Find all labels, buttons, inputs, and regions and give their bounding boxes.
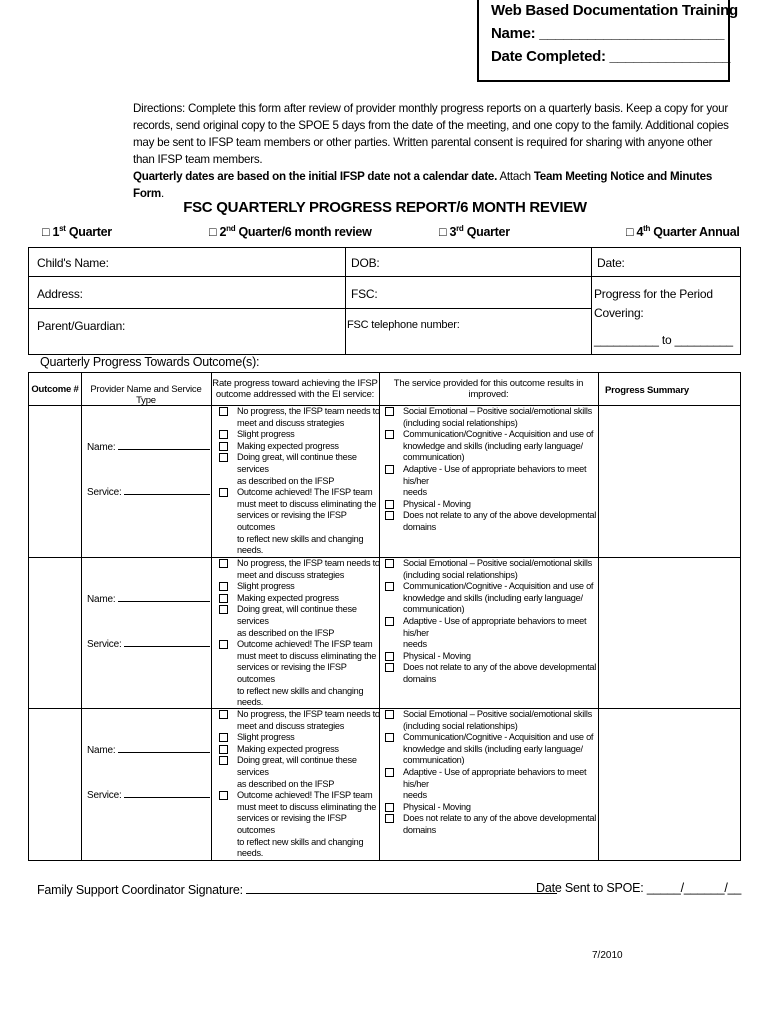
header-progress-summary: Progress Summary	[605, 385, 689, 396]
date-field[interactable]: Date:	[597, 256, 625, 270]
service-option[interactable]: Physical - Moving	[385, 651, 600, 663]
rate-option[interactable]: Slight progress	[219, 429, 384, 441]
header-service-improved: The service provided for this outcome results in improved:	[393, 378, 584, 400]
checkbox[interactable]	[219, 733, 228, 742]
checkbox[interactable]	[219, 559, 228, 568]
checkbox[interactable]	[385, 814, 394, 823]
quarter-1-checkbox[interactable]: □ 1st Quarter	[42, 224, 112, 240]
rate-progress-options	[219, 709, 384, 860]
checkbox[interactable]	[219, 407, 228, 416]
checkbox[interactable]	[219, 791, 228, 800]
service-option[interactable]: Physical - Moving	[385, 802, 600, 814]
progress-period-label: Progress for the Period	[594, 287, 713, 301]
checkbox[interactable]	[385, 652, 394, 661]
fsc-field[interactable]: FSC:	[351, 287, 378, 301]
rate-option[interactable]: Outcome achieved! The IFSP team must meet to discuss eliminating the services or revising the IFSP outcomes to reflect new skills and changing needs.	[219, 790, 384, 860]
checkbox[interactable]	[385, 663, 394, 672]
dob-field[interactable]: DOB:	[351, 256, 380, 270]
checkbox[interactable]	[385, 803, 394, 812]
service-option[interactable]: Adaptive - Use of appropriate behaviors to meet his/her needs	[385, 464, 600, 499]
quarter-4-checkbox[interactable]: □ 4th Quarter Annual	[626, 224, 740, 240]
provider-service-field[interactable]: Service:	[87, 485, 210, 498]
checkbox[interactable]	[219, 430, 228, 439]
rate-option[interactable]: Making expected progress	[219, 593, 384, 605]
directions-paragraph: Directions: Complete this form after review of provider monthly progress reports on a quarterly basis. Keep a copy for your records, send original copy to the SPOE 5 days from the date of the meeting, and one copy to the family. Additional copies may be sent to IFSP team members or other parties. Written parental consent is required for sharing with anyone other than IFSP team members. Quarterly dates are based on the initial IFSP date not a calendar date. Attach Team Meeting Notice and Minutes Form.	[133, 102, 729, 200]
provider-service-field[interactable]: Service:	[87, 637, 210, 650]
date-completed-field[interactable]: Date Completed: _______________	[491, 48, 731, 65]
header-rate-progress: Rate progress toward achieving the IFSP outcome addressed with the EI service:	[212, 378, 378, 400]
header-provider: Provider Name and Service Type	[90, 384, 202, 406]
trainee-name-field[interactable]: Name: _______________________	[491, 25, 725, 42]
attachment-note: Team Meeting Notice and Minutes Form	[133, 170, 713, 200]
directions-text: Directions: Complete this form after review of provider monthly progress reports on a quarterly basis. Keep a copy for your records, send original copy to the SPOE 5 days from the date of the meeting, and one copy to the family. Additional copies may be sent to IFSP team members or other parties. Written parental consent is required for sharing with anyone other than IFSP team members.	[133, 102, 729, 166]
rate-progress-options	[219, 558, 384, 709]
checkbox[interactable]	[385, 500, 394, 509]
form-title: FSC QUARTERLY PROGRESS REPORT/6 MONTH REVIEW	[183, 199, 587, 216]
rate-option[interactable]: Outcome achieved! The IFSP team must meet to discuss eliminating the services or revising the IFSP outcomes to reflect new skills and changing needs.	[219, 487, 384, 557]
rate-option[interactable]: Doing great, will continue these services as described on the IFSP	[219, 755, 384, 790]
service-option[interactable]: Communication/Cognitive - Acquisition and use of knowledge and skills (including early language/ communication)	[385, 581, 600, 616]
service-option[interactable]: Does not relate to any of the above developmental domains	[385, 813, 600, 836]
quarter-3-checkbox[interactable]: □ 3rd Quarter	[439, 224, 510, 240]
checkbox[interactable]	[219, 710, 228, 719]
checkbox[interactable]	[385, 710, 394, 719]
checkbox[interactable]	[219, 605, 228, 614]
provider-name-field[interactable]: Name:	[87, 592, 210, 605]
checkbox[interactable]	[219, 488, 228, 497]
provider-name-field[interactable]: Name:	[87, 743, 210, 756]
progress-period-range-field[interactable]: __________ to _________	[594, 333, 733, 347]
checkbox[interactable]	[385, 733, 394, 742]
rate-option[interactable]: Making expected progress	[219, 441, 384, 453]
rate-option[interactable]: Slight progress	[219, 732, 384, 744]
service-option[interactable]: Does not relate to any of the above developmental domains	[385, 510, 600, 533]
checkbox[interactable]	[385, 465, 394, 474]
training-title: Web Based Documentation Training	[491, 2, 738, 19]
date-sent-spoe-field[interactable]: Date Sent to SPOE: _____/______/__	[536, 881, 742, 895]
service-improved-options	[385, 406, 600, 534]
child-info-table	[28, 247, 741, 355]
checkbox[interactable]	[219, 582, 228, 591]
rate-option[interactable]: Doing great, will continue these services as described on the IFSP	[219, 604, 384, 639]
rate-option[interactable]: No progress, the IFSP team needs to meet and discuss strategies	[219, 558, 384, 581]
service-improved-options	[385, 709, 600, 837]
service-option[interactable]: Adaptive - Use of appropriate behaviors to meet his/her needs	[385, 616, 600, 651]
checkbox[interactable]	[219, 594, 228, 603]
fsc-signature-field[interactable]: Family Support Coordinator Signature:	[37, 881, 557, 897]
form-version: 7/2010	[592, 950, 623, 961]
parent-guardian-field[interactable]: Parent/Guardian:	[37, 319, 126, 333]
checkbox[interactable]	[219, 442, 228, 451]
provider-name-field[interactable]: Name:	[87, 440, 210, 453]
rate-progress-options	[219, 406, 384, 557]
child-name-field[interactable]: Child's Name:	[37, 256, 109, 270]
quarterly-dates-note: Quarterly dates are based on the initial IFSP date not a calendar date.	[133, 170, 498, 183]
checkbox[interactable]	[385, 559, 394, 568]
rate-option[interactable]: No progress, the IFSP team needs to meet and discuss strategies	[219, 406, 384, 429]
checkbox[interactable]	[219, 756, 228, 765]
checkbox[interactable]	[385, 430, 394, 439]
training-header-box	[477, 0, 738, 82]
checkbox[interactable]	[385, 768, 394, 777]
rate-option[interactable]: Outcome achieved! The IFSP team must meet to discuss eliminating the services or revising the IFSP outcomes to reflect new skills and changing needs.	[219, 639, 384, 709]
provider-service-field[interactable]: Service:	[87, 788, 210, 801]
outcomes-section-label: Quarterly Progress Towards Outcome(s):	[40, 355, 260, 369]
rate-option[interactable]: No progress, the IFSP team needs to meet and discuss strategies	[219, 709, 384, 732]
service-option[interactable]: Social Emotional – Positive social/emotional skills (including social relationships)	[385, 558, 600, 581]
checkbox[interactable]	[385, 582, 394, 591]
service-option[interactable]: Does not relate to any of the above developmental domains	[385, 662, 600, 685]
checkbox[interactable]	[385, 617, 394, 626]
rate-option[interactable]: Slight progress	[219, 581, 384, 593]
service-option[interactable]: Social Emotional – Positive social/emotional skills (including social relationships)	[385, 406, 600, 429]
service-option[interactable]: Communication/Cognitive - Acquisition and use of knowledge and skills (including early language/ communication)	[385, 429, 600, 464]
checkbox[interactable]	[219, 640, 228, 649]
service-option[interactable]: Adaptive - Use of appropriate behaviors to meet his/her needs	[385, 767, 600, 802]
fsc-telephone-field[interactable]: FSC telephone number:	[347, 319, 460, 331]
address-field[interactable]: Address:	[37, 287, 83, 301]
checkbox[interactable]	[385, 511, 394, 520]
service-option[interactable]: Communication/Cognitive - Acquisition and use of knowledge and skills (including early language/ communication)	[385, 732, 600, 767]
progress-period-covering: Covering:	[594, 306, 644, 320]
quarter-2-checkbox[interactable]: □ 2nd Quarter/6 month review	[209, 224, 372, 240]
service-option[interactable]: Social Emotional – Positive social/emotional skills (including social relationships)	[385, 709, 600, 732]
rate-option[interactable]: Doing great, will continue these services as described on the IFSP	[219, 452, 384, 487]
service-improved-options	[385, 558, 600, 686]
rate-option[interactable]: Making expected progress	[219, 744, 384, 756]
header-outcome-number: Outcome #	[31, 384, 79, 395]
checkbox[interactable]	[219, 453, 228, 462]
checkbox[interactable]	[219, 745, 228, 754]
service-option[interactable]: Physical - Moving	[385, 499, 600, 511]
checkbox[interactable]	[385, 407, 394, 416]
